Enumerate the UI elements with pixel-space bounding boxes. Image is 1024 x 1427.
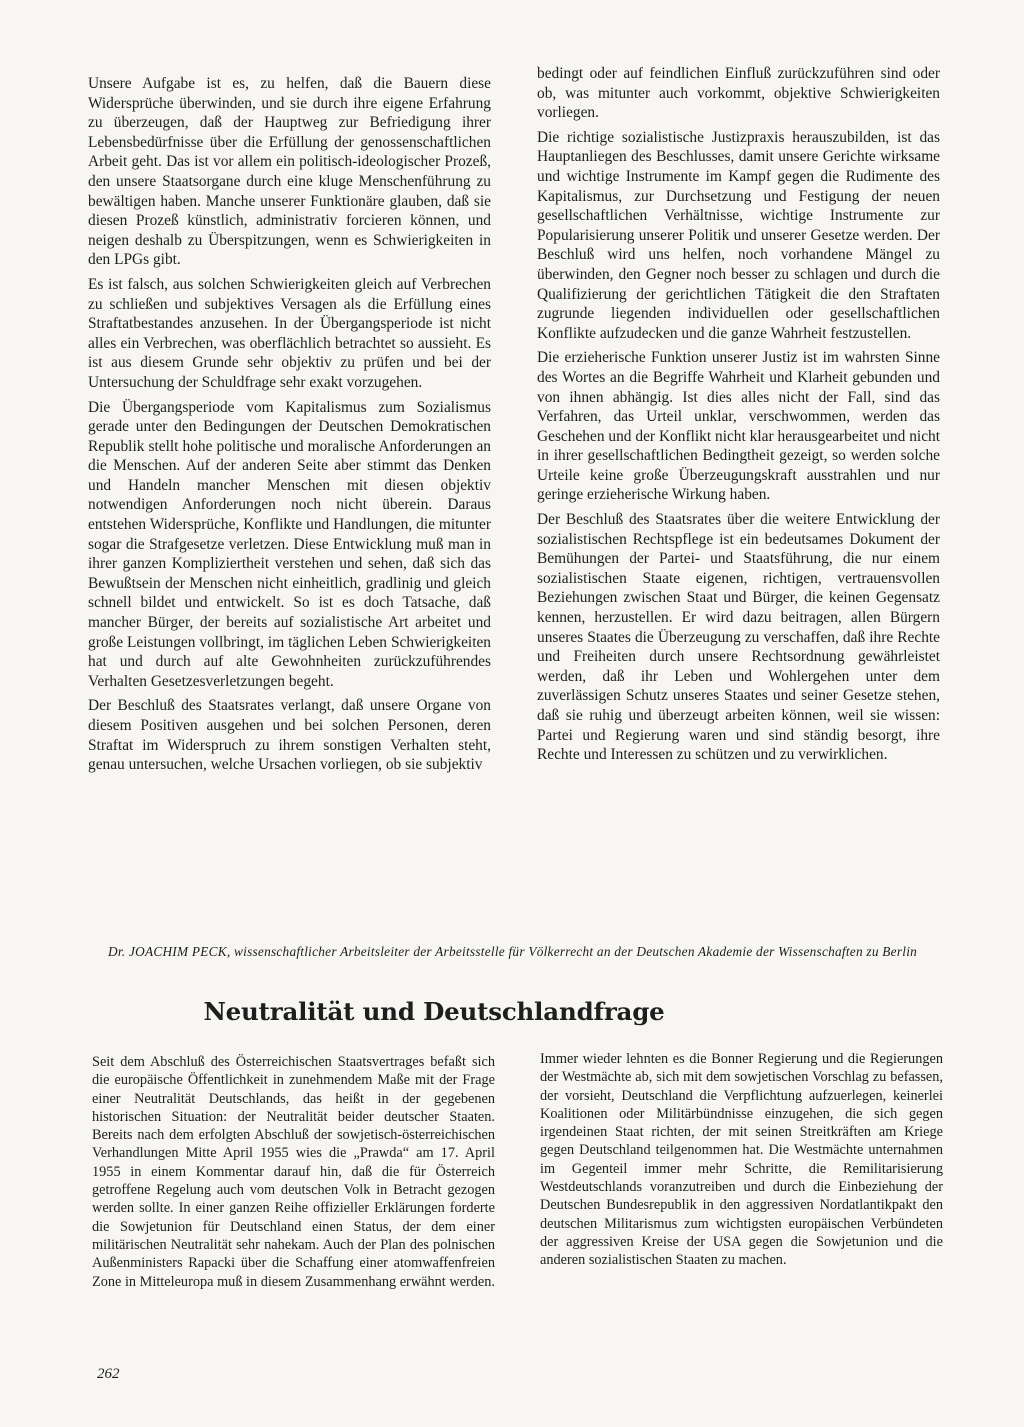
author-byline: Dr. JOACHIM PECK, wissenschaftlicher Arbeitsleiter der Arbeitsstelle für Völkerrecht an der Deutschen Akademie der Wissenschaften zu Berlin — [108, 944, 918, 959]
paragraph: Die Übergangsperiode vom Kapitalismus zum Sozialismus gerade unter den Bedingungen der Deutschen Demokratischen Republik stellt hohe politische und moralische Anforderungen an die Menschen. Auf der anderen Seite aber stimmt das Denken und Handeln mancher Menschen mit diesen objektiv notwendigen Anforderungen noch nicht überein. Daraus entstehen Widersprüche, Konflikte und Handlungen, die mitunter sogar die Strafgesetze verletzen. Diese Entwicklung muß man in ihrer ganzen Kompliziertheit verstehen und sehen, daß sich das Bewußtsein der Menschen nicht einheitlich, gradlinig und gleich schnell bildet und entwickelt. So ist es doch Tatsache, daß mancher Bürger, der bereits auf sozialistische Art arbeitet und große Leistungen vollbringt, im täglichen Leben Schwierigkeiten hat und durch auf alte Gewohnheiten zurückzuführendes Verhalten Gesetzesverletzungen begeht. — [88, 398, 491, 690]
paragraph: Der Beschluß des Staatsrates verlangt, daß unsere Organe von diesem Positiven ausgehen und bei solchen Personen, deren Straftat im Widerspruch zu ihrem sonstigen Verhalten steht, genau untersuchen, welche Ursachen vorliegen, ob sie subjektiv — [88, 697, 491, 774]
page-number: 262 — [97, 1366, 120, 1382]
paragraph: Die richtige sozialistische Justizpraxis herauszubilden, ist das Hauptanliegen des Beschlusses, damit unsere Gerichte wirksame und wichtige Instrumente im Kampf gegen die Rudimente des Kapitalismus, zur Durchsetzung und Festigung der neuen gesellschaftlichen Verhältnisse, wichtige Instrumente zur Popularisierung unserer Politik und unserer Gesetze werden. Der Beschluß wird uns helfen, noch vorhandene Mängel zu überwinden, den Gegner noch besser zu schlagen und durch die Qualifizierung der gerichtlichen Tätigkeit die den Straftaten zugrunde liegenden individuellen oder gesellschaftlichen Konflikte aufzudecken und die ganze Wahrheit festzustellen. — [537, 128, 940, 342]
article-left-column — [92, 1053, 495, 1296]
article-title: Neutralität und Deutschlandfrage — [203, 997, 665, 1026]
paragraph: Unsere Aufgabe ist es, zu helfen, daß die Bauern diese Widersprüche überwinden, und sie durch ihre eigene Erfahrung zu überzeugen, daß der Hauptweg zur Befriedigung ihrer Lebensbedürfnisse über die Erfüllung der genossenschaftlichen Arbeit geht. Das ist vor allem ein politisch-ideologischer Prozeß, den unsere Staatsorgane durch eine kluge Menschenführung zu bewältigen haben. Manche unserer Funktionäre glauben, daß sie diesen Prozeß künstlich, administrativ forcieren können, und neigen deshalb zu Überspitzungen, wenn es Schwierigkeiten in den LPGs gibt. — [88, 75, 491, 269]
paragraph: Seit dem Abschluß des Österreichischen Staatsvertrages befaßt sich die europäische Öffentlichkeit in zunehmendem Maße mit der Frage einer Neutralität Deutschlands, das heißt in der gegebenen historischen Situation: der Neutralität beider deutscher Staaten. Bereits nach dem erfolgten Abschluß der sowjetisch-österreichischen Verhandlungen Mitte April 1955 wies die „Prawda“ am 17. April 1955 in einem Kommentar darauf hin, daß die für Österreich getroffene Regelung auch vom deutschen Volk in Betracht gezogen werden sollte. In einer ganzen Reihe offizieller Erklärungen forderte die Sowjetunion für Deutschland einen Status, der dem einer militärischen Neutralität sehr nahekam. Auch der Plan des polnischen Außenministers Rapacki über die Schaffung einer atomwaffenfreien Zone in Mitteleuropa muß in diesem Zusammenhang erwähnt werden. — [92, 1054, 495, 1290]
paragraph: Es ist falsch, aus solchen Schwierigkeiten gleich auf Verbrechen zu schließen und subjektives Versagen als die Erfüllung eines Straftatbestandes anzusehen. In der Übergangsperiode ist nicht alles ein Verbrechen, was oberflächlich betrachtet so aussieht. Es ist aus diesem Grunde sehr objektiv zu prüfen und bei der Untersuchung der Schuldfrage sehr exakt vorzugehen. — [88, 275, 491, 391]
paragraph: Der Beschluß des Staatsrates über die weitere Entwicklung der sozialistischen Rechtspflege ist ein bedeutsames Dokument der Bemühungen der Partei- und Staatsführung, die nur einem sozialistischen Staate eigenen, richtigen, vertrauensvollen Beziehungen zwischen Staat und Bürger, die keinen Gegensatz kennen, herzustellen. Er wird dazu beitragen, allen Bürgern unseres Staates die Überzeugung zu verschaffen, daß ihre Rechte und Freiheiten durch unsere Rechtsordnung gewährleistet werden, daß ihr Leben und Wohlergehen unter dem zuverlässigen Schutz unseres Staates und seiner Gesetze stehen, daß sie ruhig und überzeugt arbeiten können, weil sie wissen: Partei und Regierung waren und sind ständig besorgt, ihre Rechte und Interessen zu schützen und zu verwirklichen. — [537, 511, 940, 764]
paragraph: bedingt oder auf feindlichen Einfluß zurückzuführen sind oder ob, was mitunter auch vorkommt, objektive Schwierigkeiten vorliegen. — [537, 65, 940, 122]
paragraph: Immer wieder lehnten es die Bonner Regierung und die Regierungen der Westmächte ab, sich mit dem sowjetischen Vorschlag zu befassen, der vorsieht, Deutschland die Verpflichtung aufzuerlegen, keinerlei Koalitionen oder Militärbündnisse einzugehen, die sich gegen irgendeinen Staat richten, der mit seinen Streitkräften am Kriege gegen Deutschland teilgenommen hat. Die Westmächte unternahmen im Gegenteil immer mehr Schritte, die Remilitarisierung Westdeutschlands voranzutreiben und durch die Einbeziehung der Deutschen Bundesrepublik in den aggressiven Nordatlantikpakt den deutschen Militarismus zum wichtigsten europäischen Verbündeten der aggressiven Kreise der USA gegen die Sowjetunion und die anderen sozialistischen Staaten zu machen. — [540, 1051, 943, 1269]
upper-right-column — [537, 64, 940, 770]
upper-left-column — [88, 74, 491, 780]
article-right-column — [540, 1050, 943, 1275]
paragraph: Die erzieherische Funktion unserer Justiz ist im wahrsten Sinne des Wortes an die Begriffe Wahrheit und Klarheit gebunden und von ihnen abhängig. Ist dies alles nicht der Fall, sind das Verfahren, das Urteil unklar, verschwommen, werden das Geschehen und der Konflikt nicht klar herausgearbeitet und nicht in ihrer gesellschaftlichen Bedingtheit gezeigt, so werden solche Urteile keine große Überzeugungskraft ausstrahlen und nur geringe erzieherische Wirkung haben. — [537, 349, 940, 504]
